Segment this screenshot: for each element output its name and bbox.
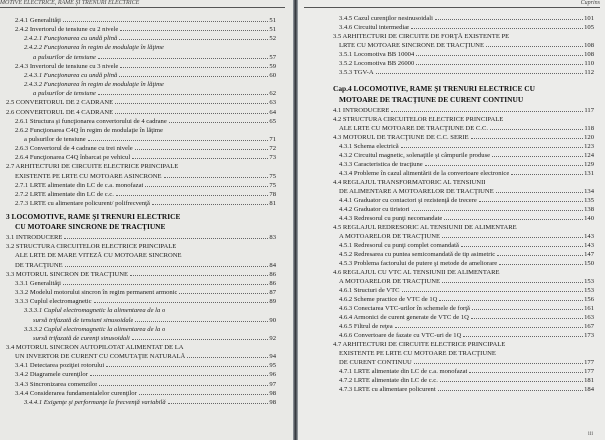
toc-page-number: 163	[584, 314, 594, 321]
dot-leader	[139, 394, 269, 395]
toc-entry-title: 4.1 INTRODUCERE	[333, 107, 390, 114]
dot-leader	[469, 372, 583, 373]
toc-entry	[33, 335, 276, 343]
dot-leader	[115, 113, 268, 114]
toc-entry	[15, 371, 276, 379]
toc-entry	[24, 35, 276, 43]
toc-entry	[333, 269, 594, 277]
dot-leader	[164, 177, 269, 178]
toc-page-number: 153	[584, 287, 594, 294]
toc-entry	[15, 173, 276, 181]
toc-entry-title: 3.3.1 Generalităţi	[15, 279, 61, 287]
toc-entry-title: 2.6.2 Funcţionarea C4Q în regim de modulaţie în lăţime	[15, 126, 163, 134]
toc-entry	[339, 359, 594, 367]
dot-leader	[98, 94, 269, 95]
toc-entry-title: MOTOARE DE TRACŢIUNE DE CURENT CONTINUU	[339, 94, 524, 104]
dot-leader	[120, 67, 268, 68]
toc-page-number: 150	[584, 260, 594, 267]
dot-leader	[120, 30, 268, 31]
toc-entry-title: 4.2 STRUCTURA CIRCUITELOR ELECTRICE PRINCIPALE	[333, 116, 504, 123]
toc-entry-title: 4.7.2 LRTE alimentate din LC de c.c.	[339, 377, 438, 384]
dot-leader	[416, 55, 583, 56]
toc-entry-title: 2.4.2.2 Funcţionarea în regim de modulaţie în lăţime	[24, 44, 164, 52]
toc-page-number: 51	[269, 26, 276, 34]
dot-leader	[119, 76, 268, 77]
toc-entry-title: 2.6.4 Funcţionarea C4Q înbarcat pe vehicul	[15, 154, 131, 162]
toc-entry-title: DE CURENT CONTINUU	[339, 359, 412, 366]
toc-entry	[15, 182, 276, 190]
toc-entry	[339, 251, 594, 259]
chapter-heading	[339, 95, 594, 104]
toc-entry	[15, 252, 276, 260]
toc-entry-title: sursă trifazată de tensiuni sinusoidale	[33, 316, 134, 324]
toc-entry-title: a pulsurilor de tensiune	[24, 135, 86, 143]
toc-entry-title: 4.4 REGLAJUL TRANSFORMATORIC AL TENSIUNII	[333, 179, 486, 186]
toc-page-number: 75	[269, 172, 276, 180]
toc-page-number: 95	[269, 362, 276, 370]
toc-entry	[6, 344, 276, 352]
toc-entry-title: 3.4.2 Diagramele curenţilor	[15, 371, 88, 379]
toc-entry-title: 3.4 MOTORUL SINCRON AUTOPILOTAT ALIMENTAT DE LA	[6, 343, 184, 351]
toc-entry	[15, 289, 276, 297]
toc-entry	[333, 134, 594, 142]
toc-page-number: 167	[584, 323, 594, 330]
dot-leader	[492, 156, 583, 157]
toc-entry	[339, 15, 594, 23]
toc-entry	[339, 51, 594, 59]
toc-entry	[15, 118, 276, 126]
dot-leader	[169, 122, 269, 123]
dot-leader	[461, 246, 583, 247]
toc-entry	[333, 341, 594, 349]
dot-leader	[88, 140, 269, 141]
toc-entry	[33, 317, 276, 325]
toc-page-number: 135	[584, 197, 594, 204]
toc-page-number: 108	[584, 42, 594, 49]
dot-leader	[64, 238, 268, 239]
toc-entry	[6, 163, 276, 171]
toc-entry	[24, 399, 276, 407]
toc-entry-title: A MOTOARELOR DE TRACŢIUNE	[339, 278, 441, 285]
toc-page-number: 75	[269, 181, 276, 189]
dot-leader	[135, 321, 268, 322]
toc-entry-title: LRTE CU MOTOARE SINCRONE DE TRACŢIUNE	[339, 42, 484, 49]
toc-entry-title: 3.5.1 Locomotiva BB 10004	[339, 51, 415, 58]
toc-entry-title: 2.7 ARHITECTURI DE CIRCUITE ELECTRICE PRINCIPALE	[6, 163, 179, 171]
toc-entry-title: 4.5.3 Problema factorului de putere şi metode de ameliorare	[339, 260, 498, 267]
toc-page-number: 120	[584, 134, 594, 141]
toc-entry	[24, 44, 276, 52]
dot-leader	[496, 192, 583, 193]
dot-leader	[376, 73, 584, 74]
toc-page-number: 173	[584, 332, 594, 339]
toc-entry-title: 2.7.3 LRTE cu alimentare policurent/ polifrecvenţă	[15, 200, 150, 207]
toc-page-number: 87	[269, 289, 276, 297]
toc-page-number: 84	[269, 261, 276, 269]
toc-entry-title: 4.3.4 Probleme în cazul alimentării de la convertoare electronice	[339, 170, 510, 177]
toc-entry	[24, 72, 276, 80]
toc-entry-title: 2.7.2 LRTE alimentate din LC de c.c.	[15, 190, 114, 198]
dot-leader	[115, 103, 268, 104]
toc-entry-title: 4.6.1 Structuri de VTC	[339, 287, 400, 294]
toc-entry	[15, 390, 276, 398]
toc-entry-title: 4.3.1 Schema electrică	[339, 143, 399, 150]
toc-entry	[339, 305, 594, 313]
toc-page-number: 105	[584, 24, 594, 31]
dot-leader	[65, 266, 269, 267]
dot-leader	[391, 111, 583, 112]
dot-leader	[511, 174, 583, 175]
dot-leader	[179, 293, 268, 294]
toc-entry	[339, 125, 594, 133]
toc-page-number: 147	[584, 251, 594, 258]
toc-entry	[339, 152, 594, 160]
toc-page-number: 112	[584, 69, 594, 76]
running-header-right: Cuprins	[304, 0, 600, 8]
dot-leader	[90, 375, 269, 376]
toc-page-number: 63	[269, 99, 276, 107]
toc-entry-title: EXISTENTE PE LRTE CU MOTOARE ASINCRONE	[15, 172, 162, 180]
toc-page-number: 101	[584, 15, 594, 22]
toc-page-number: 57	[269, 53, 276, 61]
toc-entry-title: 4.7.1 LRTE alimentate din LC de c.a. monofazat	[339, 368, 468, 375]
toc-entry-title: 4.5 REGLAJUL REDRESORIC AL TENSIUNII DE ALIMENTARE	[333, 224, 517, 231]
toc-entry-title: 2.4.3.1 Funcţionarea cu undă plină	[24, 71, 118, 79]
dot-leader	[401, 147, 583, 148]
dot-leader	[440, 381, 583, 382]
toc-entry-title: 4.5.1 Redresorul cu punţi complet comandată	[339, 242, 459, 249]
toc-entry-title: 4.3.3 Caracteristica de tracţiune	[339, 161, 423, 168]
toc-entry-title: 2.4.1 Generalităţi	[15, 17, 61, 24]
toc-page-number: 97	[269, 380, 276, 388]
dot-leader	[187, 357, 268, 358]
toc-entry-title: 4.4.3 Redresorul cu punţi necomandate	[339, 215, 443, 222]
dot-leader	[98, 58, 269, 59]
toc-entry-title: 4.4.2 Graduator cu tiristori	[339, 206, 410, 213]
toc-entry-title: 3.1 INTRODUCERE	[6, 234, 63, 242]
toc-entry	[339, 143, 594, 151]
toc-page-number: 72	[269, 145, 276, 153]
dot-leader	[442, 282, 583, 283]
dot-leader	[414, 363, 583, 364]
toc-entry-title: 4.3 MOTORUL DE TRACŢIUNE DE C.C. SERIE	[333, 134, 469, 141]
dot-leader	[116, 195, 269, 196]
toc-entry-title: 4.6.2 Scheme practice de VTC de 1Q	[339, 296, 438, 303]
toc-entry-title: 4.3.2 Circuitul magnetic, solenaţiile şi câmpurile produse	[339, 152, 491, 159]
toc-entry	[333, 107, 594, 115]
toc-entry-title: 3.4.4 Considerarea fundamentalelor curenţilor	[15, 389, 137, 397]
toc-entry-title: 4.6.5 Filtrul de reţea	[339, 323, 393, 330]
toc-page-number: 124	[584, 152, 594, 159]
toc-page-number: 94	[269, 353, 276, 361]
toc-entry-title: 2.6.1 Structura şi funcţionarea convertorului de 4 cadrane	[15, 117, 167, 125]
toc-page-number: 98	[269, 398, 276, 406]
dot-leader	[135, 149, 269, 150]
toc-entry-title: 3.3.2 Modelul motorului sincron în regim permanent armonic	[15, 289, 178, 297]
chapter-heading	[333, 84, 594, 93]
toc-page-number: 52	[269, 35, 276, 43]
toc-entry-title: 2.7.1 LRTE alimentate din LC de c.a. monofazat	[15, 181, 144, 189]
dot-leader	[416, 64, 583, 65]
dot-leader	[490, 129, 583, 130]
toc-page-number: 181	[584, 377, 594, 384]
toc-entry	[339, 287, 594, 295]
toc-page-number: 64	[269, 108, 276, 116]
toc-page-number: 78	[269, 190, 276, 198]
toc-page-number: 83	[269, 234, 276, 242]
toc-page-number: 138	[584, 206, 594, 213]
dot-leader	[435, 19, 583, 20]
dot-leader	[94, 302, 269, 303]
toc-entry-title: UN INVERTOR DE CURENT CU COMUTAŢIE NATURALĂ	[15, 353, 186, 361]
toc-entry	[24, 136, 276, 144]
right-page	[298, 0, 605, 440]
dot-leader	[63, 21, 268, 22]
dot-leader	[152, 204, 268, 205]
toc-entry	[339, 368, 594, 376]
toc-entry-title: 3.5.3 TGV-A	[339, 69, 374, 76]
toc-entry-title: a pulsurilor de tensiune	[33, 53, 96, 61]
toc-entry-title: 2.6 CONVERTORUL DE 4 CADRANE	[6, 108, 114, 116]
toc-page-number: 177	[584, 368, 594, 375]
toc-page-number: 86	[269, 279, 276, 287]
toc-page-number: 59	[269, 62, 276, 70]
toc-entry	[339, 377, 594, 385]
toc-page-number: 129	[584, 161, 594, 168]
dot-leader	[444, 219, 583, 220]
toc-page-number: 86	[269, 270, 276, 278]
toc-entry	[15, 26, 276, 34]
toc-page-number: 156	[584, 296, 594, 303]
dot-leader	[132, 158, 268, 159]
toc-page-number: 71	[269, 135, 276, 143]
toc-page-number: 110	[584, 60, 594, 67]
left-page	[0, 0, 293, 440]
toc-entry	[339, 69, 594, 77]
dot-leader	[145, 186, 268, 187]
toc-entry	[15, 17, 276, 25]
toc-entry-title: 3.4.4.1 Exigenţe şi performanţe la frecvenţă variabilă	[24, 398, 166, 406]
toc-entry	[15, 280, 276, 288]
toc-entry	[15, 262, 276, 270]
toc-entry-title: a pulsurilor de tensiune	[33, 90, 96, 98]
toc-entry-title: DE ALIMENTARE A MOTOARELOR DE TRACŢIUNE	[339, 188, 494, 195]
dot-leader	[99, 385, 268, 386]
running-header: MOTIVE ELECTRICE, RAME ŞI TRENURI ELECTRICE	[0, 0, 285, 8]
dot-leader	[168, 403, 269, 404]
toc-entry	[6, 99, 276, 107]
toc-entry	[33, 90, 276, 98]
toc-entry-title: 2.5 CONVERTORUL DE 2 CADRANE	[6, 99, 114, 107]
toc-page-number: 123	[584, 143, 594, 150]
toc-page-number: 117	[584, 107, 594, 114]
toc-entry-title: 4.4.1 Graduator cu contactori şi rezistenţă de trecere	[339, 197, 477, 204]
toc-entry	[339, 323, 594, 331]
toc-page-number: 65	[269, 117, 276, 125]
toc-entry-title: 4.6 REGLAJUL CU VTC AL TENSIUNII DE ALIMENTARE	[333, 269, 500, 276]
dot-leader	[499, 264, 583, 265]
dot-leader	[438, 390, 583, 391]
toc-page-number: 134	[584, 188, 594, 195]
toc-entry-title: CU MOTOARE SINCRONE DE TRACŢIUNE	[15, 222, 166, 232]
dot-leader	[479, 201, 583, 202]
toc-entry	[339, 161, 594, 169]
toc-entry	[339, 215, 594, 223]
toc-entry-title: EXISTENTE PE LRTE CU MOTOARE DE TRACŢIUNE	[339, 350, 496, 357]
toc-page-number: 81	[269, 200, 276, 207]
toc-entry-title: 3.5 ARHITECTURI DE CIRCUITE DE FORŢĂ EXISTENTE PE	[333, 33, 510, 40]
toc-entry-title: 2.4.3 Invertorul de tensiune cu 3 nivele	[15, 62, 119, 70]
toc-entry	[339, 296, 594, 304]
dot-leader	[130, 275, 268, 276]
toc-page-number: 131	[584, 170, 594, 177]
toc-entry-title: 3.4.5 Cazul curenţilor nesinusoidali	[339, 15, 433, 22]
toc-entry	[339, 242, 594, 250]
toc-page-number: 73	[269, 154, 276, 162]
toc-entry-title: 2.4.2.1 Funcţionarea cu undă plină	[24, 35, 118, 43]
toc-entry-title: 3.4.3 Sincronizarea comenzilor	[15, 380, 98, 388]
toc-entry	[333, 33, 594, 41]
toc-entry	[15, 127, 276, 135]
dot-leader	[442, 237, 583, 238]
toc-entry-title: 3.3.3 Cuplul electromagnetic	[15, 298, 92, 306]
toc-entry-title: ALE LRTE CU MOTOARE DE TRACŢIUNE DE C.C.	[339, 125, 488, 132]
toc-page-number: 143	[584, 233, 594, 240]
dot-leader	[119, 39, 268, 40]
toc-entry	[333, 179, 594, 187]
toc-page-number: 177	[584, 359, 594, 366]
toc-entry	[339, 206, 594, 214]
chapter-heading	[6, 212, 276, 221]
toc-entry-title: 3.3 MOTORUL SINCRON DE TRACŢIUNE	[6, 270, 129, 278]
toc-entry-title: 4.5.2 Redresarea cu puntea semicomandată de tip asimetric	[339, 251, 496, 258]
toc-page-number: 89	[269, 298, 276, 306]
toc-entry	[24, 81, 276, 89]
toc-entry	[15, 63, 276, 71]
toc-entry	[33, 54, 276, 62]
toc-page-number: 184	[584, 386, 594, 393]
toc-entry	[339, 386, 594, 394]
toc-entry-title: 3.3.3.2 Cuplul electromagnetic la alimentarea de la o	[24, 325, 166, 333]
toc-entry-title: 2.6.3 Convertorul de 4 cadrane cu trei nivele	[15, 145, 133, 153]
toc-entry	[6, 271, 276, 279]
toc-page-number: 143	[584, 242, 594, 249]
toc-entry	[339, 188, 594, 196]
toc-entry-title: 4.7.3 LRTE cu alimentare policurent	[339, 386, 436, 393]
toc-entry-title: 4.6.6 Convertoare de fazate cu VTC-uri de 1Q	[339, 332, 462, 339]
toc-entry	[6, 243, 276, 251]
toc-entry	[339, 332, 594, 340]
dot-leader	[63, 284, 268, 285]
toc-entry	[339, 233, 594, 241]
toc-page-number: 96	[269, 371, 276, 379]
toc-entry	[6, 109, 276, 117]
dot-leader	[395, 327, 583, 328]
toc-entry	[339, 60, 594, 68]
toc-entry	[339, 314, 594, 322]
dot-leader	[106, 366, 268, 367]
toc-entry-title: 3.4.6 Circuitul intermediar	[339, 24, 410, 31]
toc-page-number: 98	[269, 389, 276, 397]
toc-entry-title: 3.3.3.1 Cuplul electromagnetic la alimentarea de la o	[24, 307, 166, 315]
toc-entry	[6, 234, 276, 242]
toc-page-number: 140	[584, 215, 594, 222]
dot-leader	[411, 28, 583, 29]
toc-entry	[24, 326, 276, 334]
toc-page-number: 62	[269, 90, 276, 98]
chapter-heading	[15, 222, 276, 231]
toc-page-number: 90	[269, 316, 276, 324]
toc-entry-title: Cap.4 LOCOMOTIVE, RAME ŞI TRENURI ELECTRICE CU	[333, 84, 535, 93]
dot-leader	[402, 291, 584, 292]
toc-entry-title: 2.4.2 Invertorul de tensiune cu 2 nivele	[15, 26, 119, 34]
toc-entry-title: 3.2 STRUCTURA CIRCUITELOR ELECTRICE PRINCIPALE	[6, 243, 177, 251]
toc-entry-title: 3 LOCOMOTIVE, RAME ŞI TRENURI ELECTRICE	[6, 212, 181, 222]
toc-entry-title: A MOTOARELOR DE TRACŢIUNE	[339, 233, 441, 240]
toc-entry	[339, 278, 594, 286]
dot-leader	[463, 336, 583, 337]
dot-leader	[132, 339, 269, 340]
toc-page-number: 60	[269, 71, 276, 79]
toc-entry	[15, 191, 276, 199]
toc-entry	[339, 42, 594, 50]
toc-entry	[15, 298, 276, 306]
toc-entry	[15, 145, 276, 153]
toc-entry-title: 4.7 ARHITECTURI DE CIRCUITE ELECTRICE PRINCIPALE	[333, 341, 506, 348]
toc-entry-title: 2.4.3.2 Funcţionarea în regim de modulaţie în lăţime	[24, 81, 164, 89]
toc-entry	[339, 350, 594, 358]
toc-entry-title: 3.4.1 Detectarea poziţiei rotorului	[15, 362, 105, 370]
toc-page-number: 161	[584, 305, 594, 312]
toc-entry	[24, 307, 276, 315]
toc-page-number: 118	[584, 125, 594, 132]
toc-entry	[333, 116, 594, 124]
toc-entry	[339, 260, 594, 268]
dot-leader	[486, 46, 583, 47]
toc-entry-title: sursă trifazată de curenţi sinusoidali	[33, 334, 130, 342]
toc-entry-title: 3.5.2 Locomotiva BB 26000	[339, 60, 415, 67]
toc-entry-title: 4.6.3 Conectarea VTC-urilor în schemele de forţă	[339, 305, 470, 312]
toc-entry-title: DE TRACŢIUNE	[15, 261, 63, 269]
page-number: iii	[587, 431, 593, 437]
dot-leader	[425, 165, 583, 166]
dot-leader	[497, 255, 583, 256]
toc-entry	[15, 381, 276, 389]
toc-entry	[15, 200, 276, 208]
toc-entry	[339, 24, 594, 32]
toc-page-number: 51	[269, 17, 276, 24]
toc-page-number: 153	[584, 278, 594, 285]
dot-leader	[471, 138, 584, 139]
dot-leader	[471, 318, 583, 319]
toc-entry	[15, 362, 276, 370]
toc-page-number: 108	[584, 51, 594, 58]
toc-entry-title: 4.6.4 Armonici de curent generate de VTC de 1Q	[339, 314, 469, 321]
toc-entry	[333, 224, 594, 232]
toc-entry	[339, 197, 594, 205]
toc-entry-title: ALE LRTE DE MARE VITEZĂ CU MOTOARE SINCRONE	[15, 252, 182, 260]
toc-entry	[15, 353, 276, 361]
toc-page-number: 92	[269, 334, 276, 342]
dot-leader	[472, 309, 583, 310]
toc-entry	[15, 154, 276, 162]
dot-leader	[439, 300, 583, 301]
dot-leader	[412, 210, 584, 211]
toc-entry	[339, 170, 594, 178]
